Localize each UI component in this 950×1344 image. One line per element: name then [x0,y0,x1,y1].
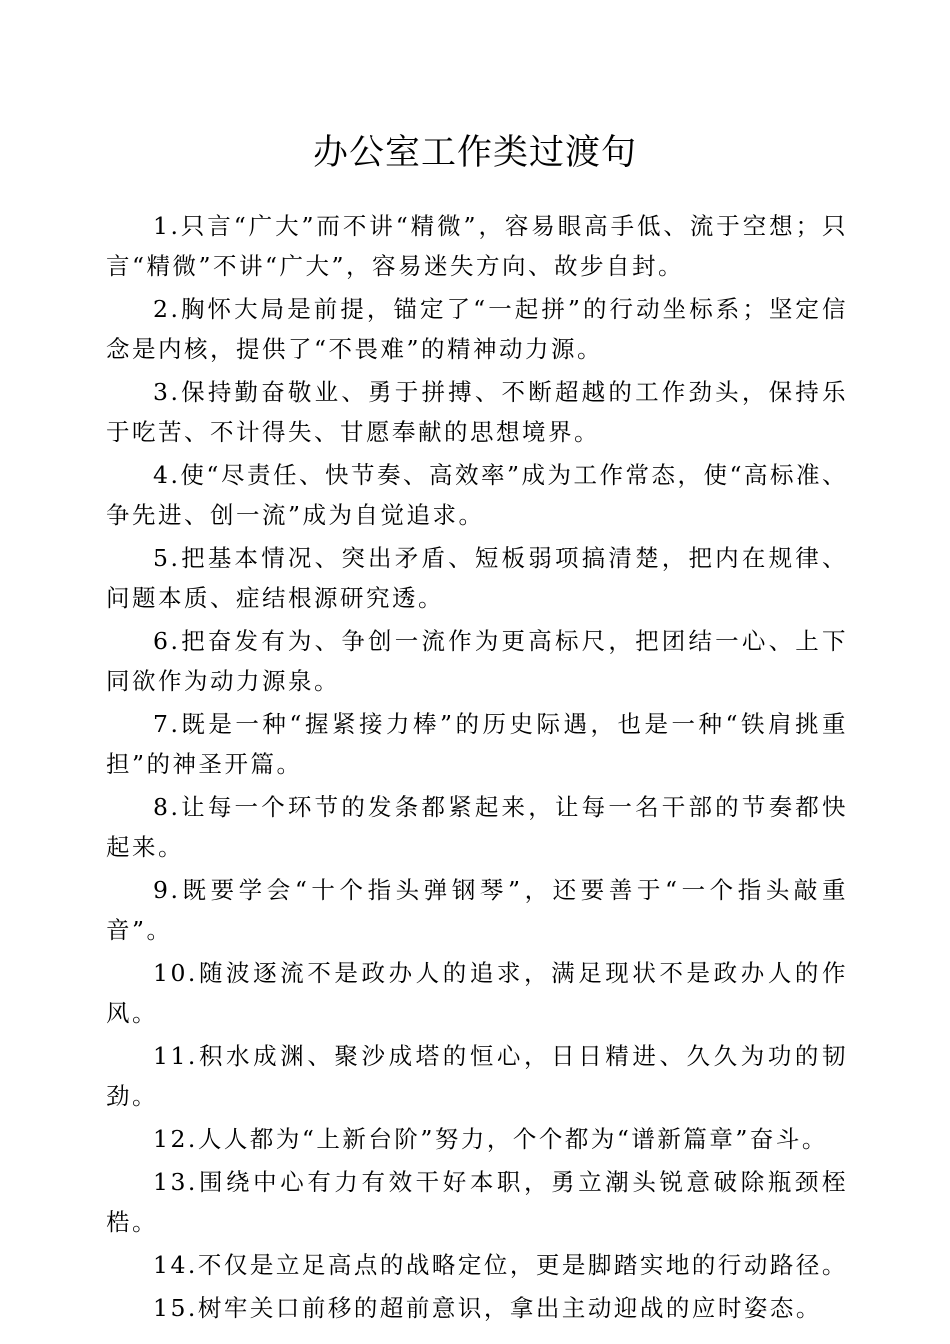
paragraph-11: 11.积水成渊、聚沙成塔的恒心，日日精进、久久为功的韧劲。 [106,1042,848,1110]
paragraph-15: 15.树牢关口前移的超前意识，拿出主动迎战的应时姿态。 [153,1294,822,1322]
paragraph-12: 12.人人都为“上新台阶”努力，个个都为“谱新篇章”奋斗。 [153,1125,828,1153]
paragraph-14: 14.不仅是立足高点的战略定位，更是脚踏实地的行动路径。 [153,1251,848,1279]
paragraph-1: 1.只言“广大”而不讲“精微”，容易眼高手低、流于空想；只言“精微”不讲“广大”，容易迷失方向、故步自封。 [106,212,848,280]
document-body [106,206,848,1331]
paragraph-5: 5.把基本情况、突出矛盾、短板弱项搞清楚，把内在规律、问题本质、症结根源研究透。 [106,544,848,612]
paragraph-2: 2.胸怀大局是前提，锚定了“一起拼”的行动坐标系；坚定信念是内核，提供了“不畏难”的精神动力源。 [106,295,848,363]
paragraph-8: 8.让每一个环节的发条都紧起来，让每一名干部的节奏都快起来。 [106,793,848,861]
paragraph-10: 10.随波逐流不是政办人的追求，满足现状不是政办人的作风。 [106,959,848,1027]
paragraph-3: 3.保持勤奋敬业、勇于拼搏、不断超越的工作劲头，保持乐于吃苦、不计得失、甘愿奉献的思想境界。 [106,378,848,446]
paragraph-13: 13.围绕中心有力有效干好本职，勇立潮头锐意破除瓶颈桎梏。 [106,1168,848,1236]
paragraph-6: 6.把奋发有为、争创一流作为更高标尺，把团结一心、上下同欲作为动力源泉。 [106,627,848,695]
document-title: 办公室工作类过渡句 [312,133,637,173]
paragraph-4: 4.使“尽责任、快节奏、高效率”成为工作常态，使“高标准、争先进、创一流”成为自觉追求。 [106,461,848,529]
paragraph-9: 9.既要学会“十个指头弹钢琴”，还要善于“一个指头敲重音”。 [106,876,848,944]
paragraph-7: 7.既是一种“握紧接力棒”的历史际遇，也是一种“铁肩挑重担”的神圣开篇。 [106,710,848,778]
